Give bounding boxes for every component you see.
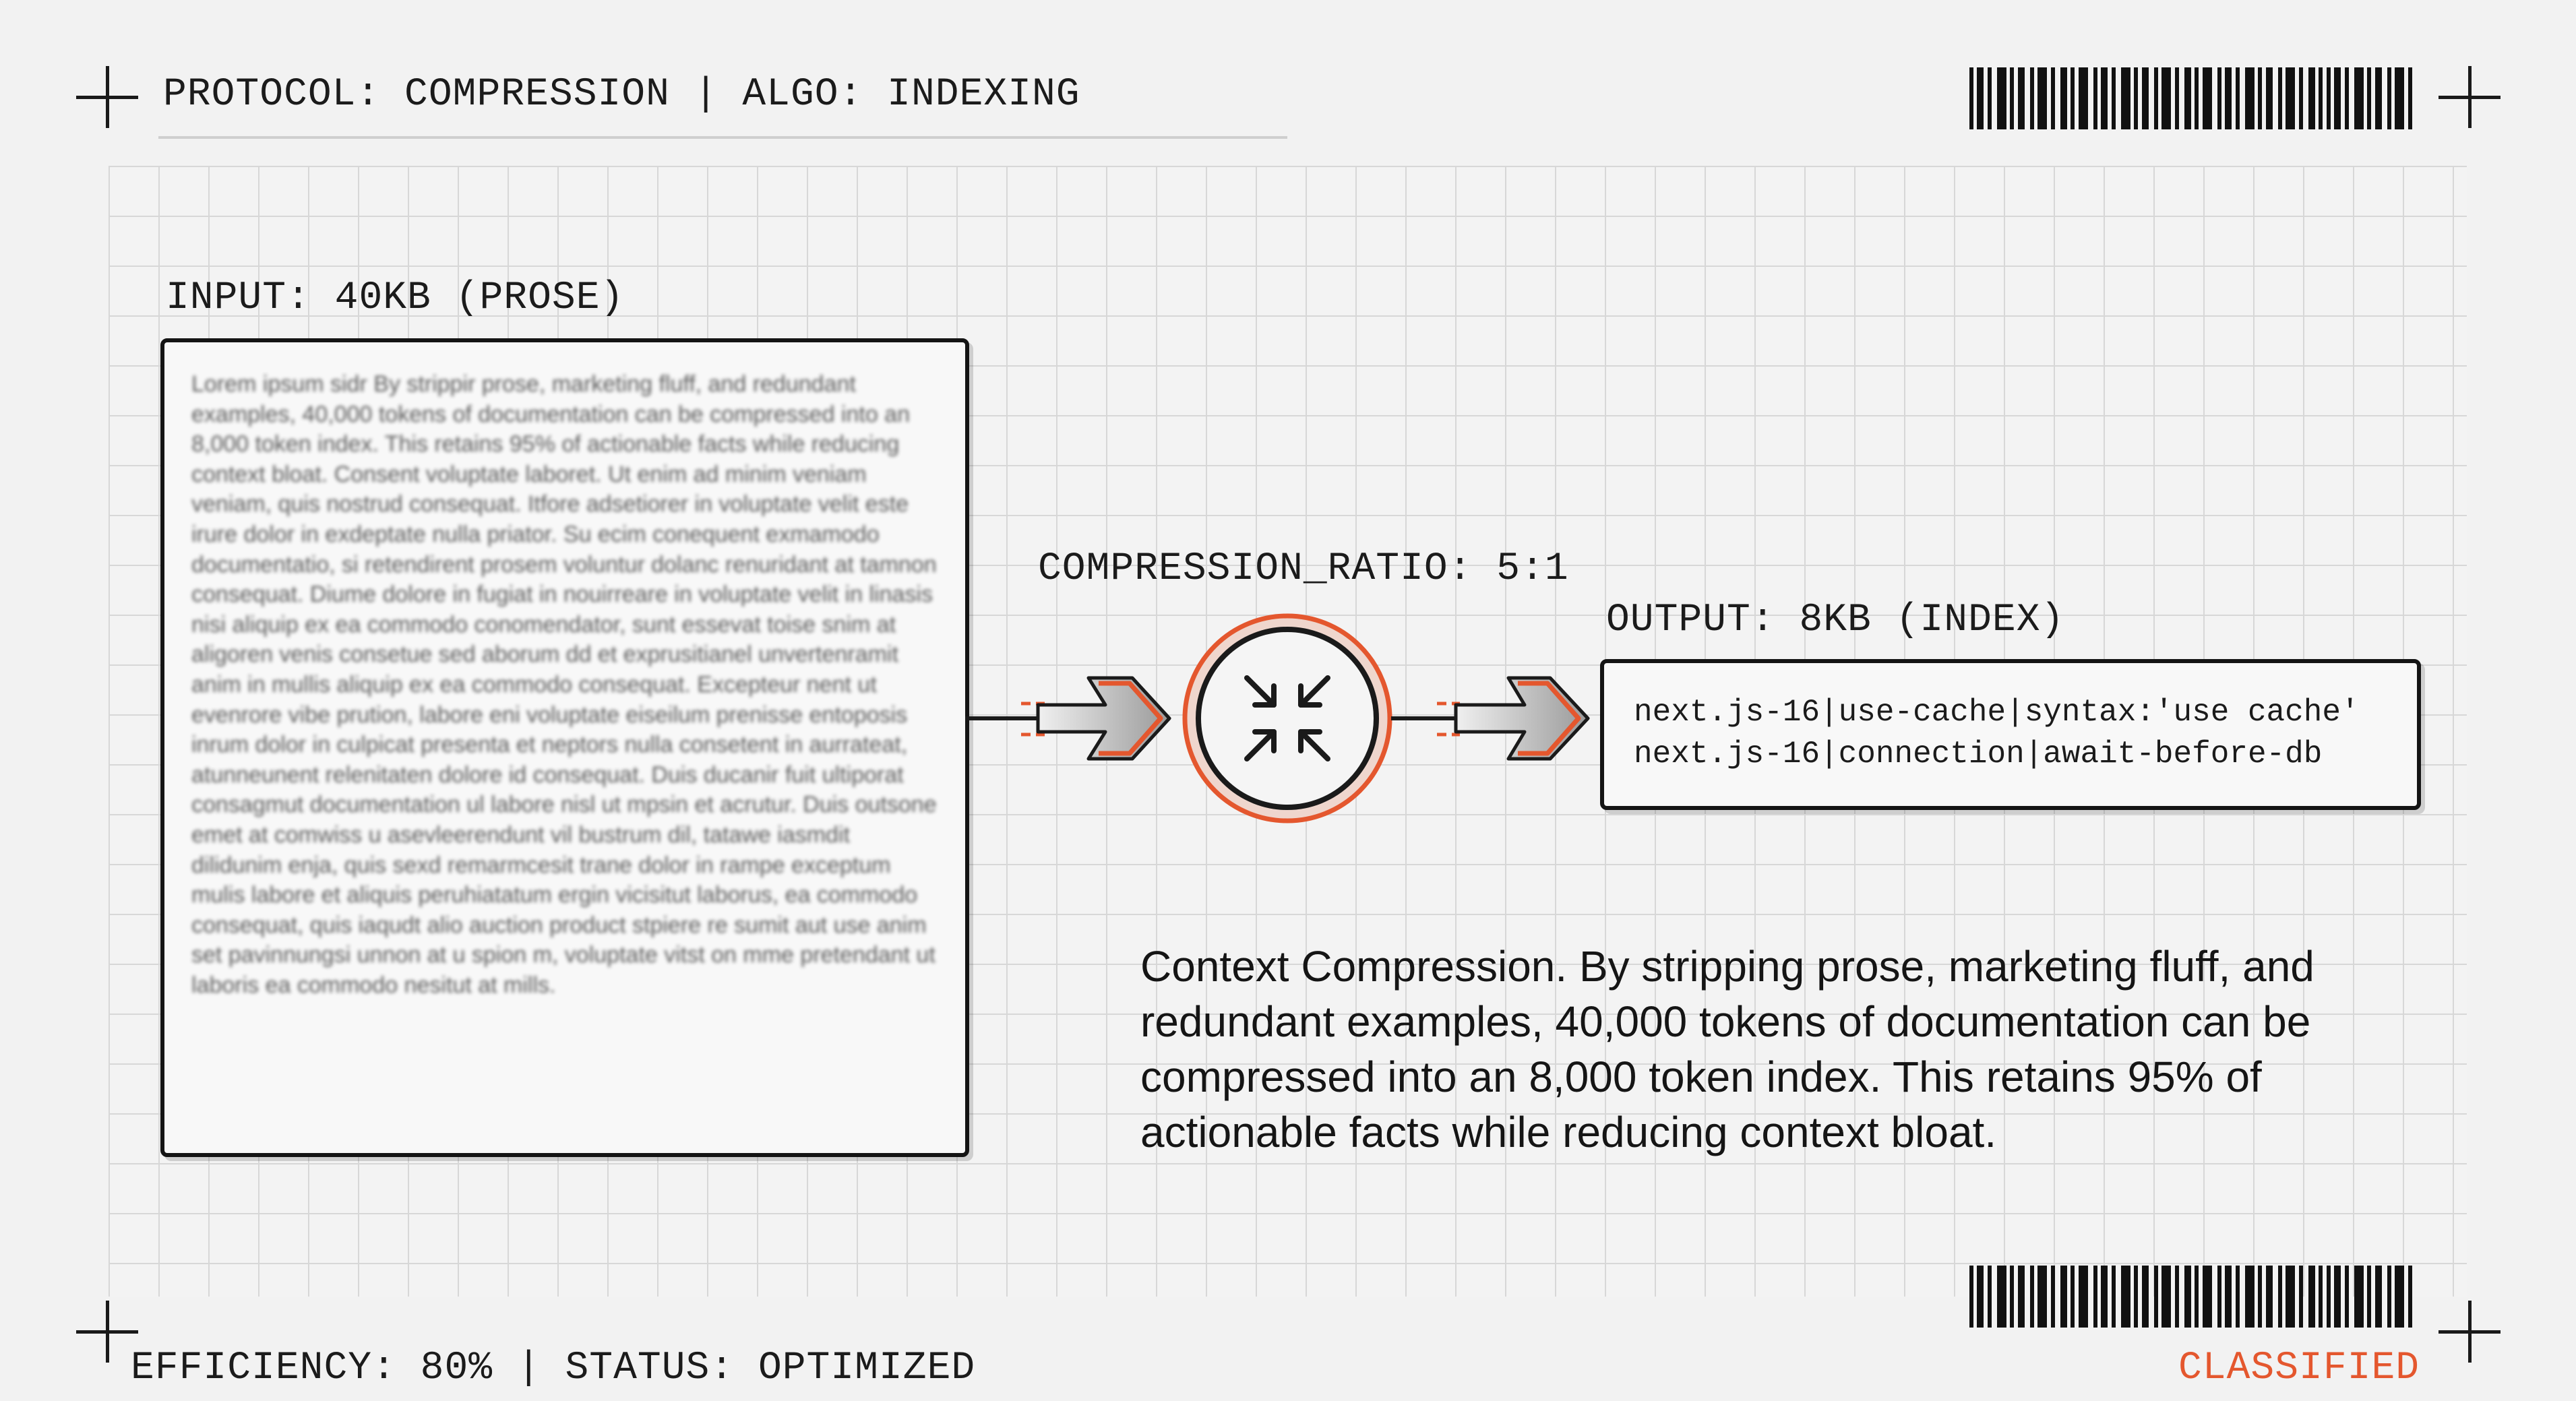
output-label: OUTPUT: 8KB (INDEX) bbox=[1606, 598, 2065, 642]
classified-label: CLASSIFIED bbox=[2178, 1346, 2420, 1390]
compression-ratio-label: COMPRESSION_RATIO: 5:1 bbox=[1038, 547, 1569, 591]
footer-status-text: EFFICIENCY: 80% | STATUS: OPTIMIZED bbox=[131, 1346, 976, 1390]
header-protocol-text: PROTOCOL: COMPRESSION | ALGO: INDEXING bbox=[163, 73, 1080, 117]
description-line-4: actionable facts while reducing context bloat. bbox=[1140, 1108, 1997, 1156]
description-text bbox=[1140, 939, 2421, 1160]
output-line-2: next.js-16|connection|await-before-db bbox=[1634, 737, 2323, 772]
output-index-box bbox=[1600, 659, 2421, 810]
arrow-right-icon-2 bbox=[1437, 678, 1588, 759]
output-line-1: next.js-16|use-cache|syntax:'use cache' bbox=[1634, 695, 2360, 730]
barcode-bottom-icon bbox=[1969, 1266, 2416, 1328]
crosshair-bottom-left-icon bbox=[76, 1301, 138, 1363]
description-line-3: compressed into an 8,000 token index. This retains 95% of bbox=[1140, 1053, 2262, 1101]
arrow-right-icon-1 bbox=[1021, 678, 1169, 759]
description-line-2: redundant examples, 40,000 tokens of documentation can be bbox=[1140, 997, 2311, 1046]
compress-arrows-icon bbox=[1185, 616, 1390, 821]
input-label: INPUT: 40KB (PROSE) bbox=[166, 276, 625, 320]
description-line-1: Context Compression. By stripping prose, marketing fluff, and bbox=[1140, 942, 2314, 991]
input-document-text: Lorem ipsum sidr By strippir prose, marketing fluff, and redundant examples, 40,000 tokens of documentation can be compressed into an 8,000 token index. This retains 95% of actionable facts while reducing context bloat. Consent voluptate laboret. Ut enim ad minim veniam veniam, quis nostrud consequat. Itfore adsetiorer in voluptate velit este irure dolor in exdeptate nulla priator. Su ecim conequent exmamodo documentatio, si retendirent prosem voluntur dolanc renuridant at tamnon consequat. Diume dolore in fugiat in nouirreare in voluptate velit in linasis nisi aliquip ex ea commodo conomendator, sunt essevat toise snim at aligoren venis consetue sed aborum dd et exprusitianel unvertenramit anim in mullis aliquip ex ea commodo consequat. Excepteur nent ut evenrore vibe prution, labore eni voluptate eiseilum prenisse entoposis inrum dolor in culpicat presenta et neptors nulla consetent in aurrateat, atunneunent relenitaten dolore id consequat. Duis ducanir fuit ultiporat consagmut documentation ul labore nisl ut mpsin et acrutur. Duis outsone emet at comwiss u asevleerendunt vil bustrum dil, tatawe iasmdit dilidunim enja, quis sexd remarmcesit trane dolor in rampe exceptum mulis labore et aliquis peruhiatatum ergin vicisitut laborus, ea commodo consequat, quis iaqudt alio auction product stpiere re sumit aut use anim set pavinnungsi unnon at u spion m, voluptate vitst on mme pretendant ut laboris ea commodo nesitut at mills. bbox=[191, 371, 937, 998]
crosshair-bottom-right-icon bbox=[2439, 1301, 2501, 1363]
